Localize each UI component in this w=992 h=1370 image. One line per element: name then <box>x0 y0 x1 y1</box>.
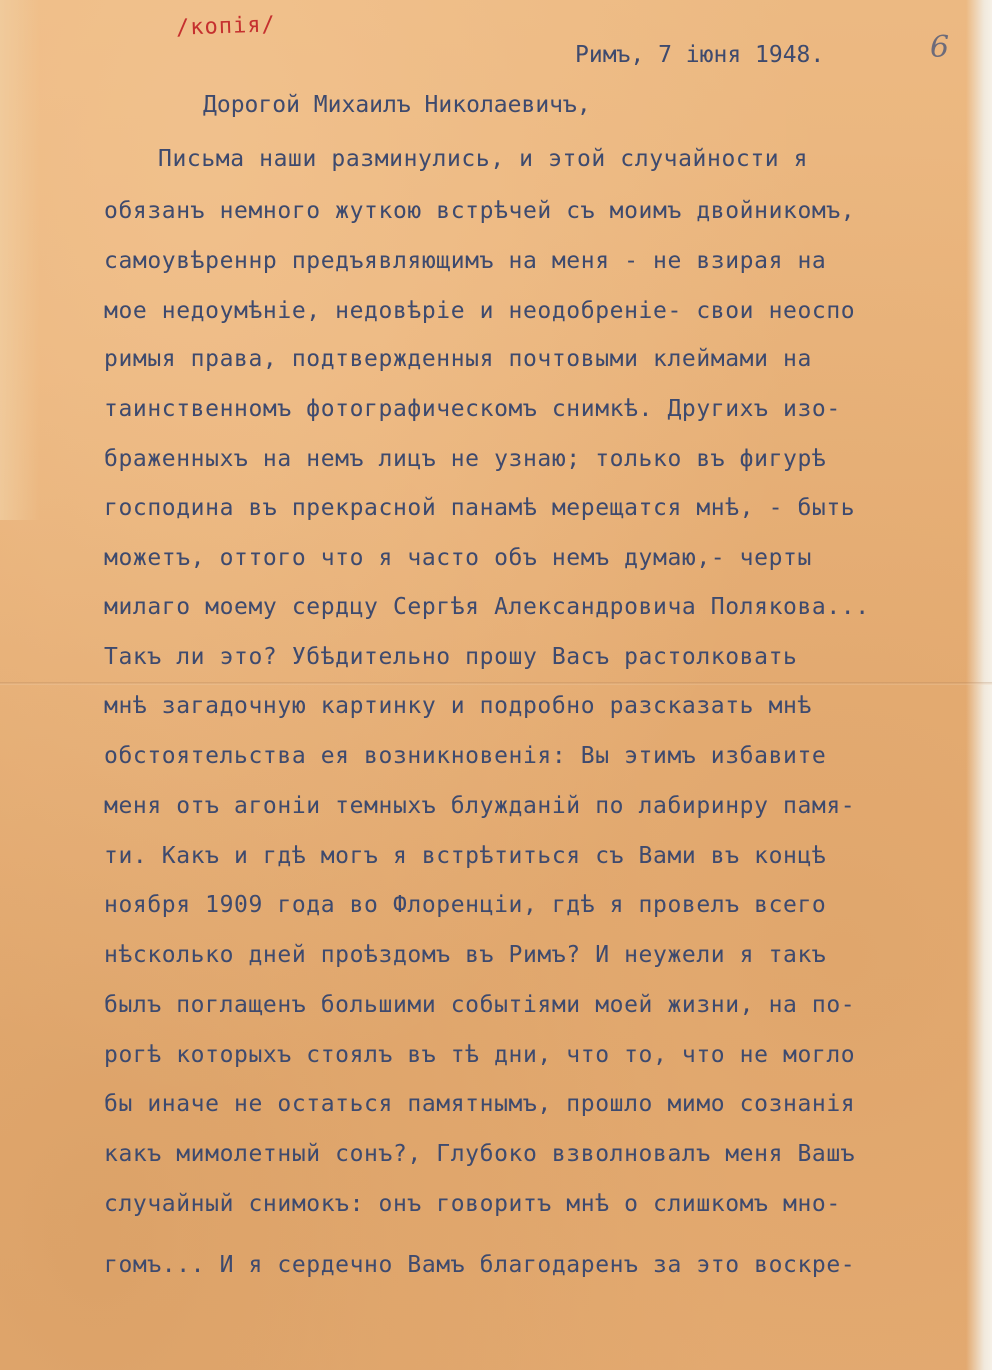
text-line: можетъ, оттого что я часто объ немъ думаю,- черты <box>104 545 812 571</box>
text-line: рогѣ которыхъ стоялъ въ тѣ дни, что то, что не могло <box>104 1042 856 1068</box>
paper-stain <box>0 0 40 520</box>
text-line: гомъ... И я сердечно Вамъ благодаренъ за это воскре- <box>104 1252 856 1278</box>
paper-torn-edge <box>966 0 992 1370</box>
text-line: мое недоумѣніе, недовѣріе и неодобреніе- свои неоспо <box>104 298 856 324</box>
text-line: господина въ прекрасной панамѣ мерещатся мнѣ, - быть <box>104 495 856 521</box>
text-line: браженныхъ на немъ лицъ не узнаю; только въ фигурѣ <box>104 446 827 472</box>
text-line: обязанъ немного жуткою встрѣчей съ моимъ двойникомъ, <box>104 198 856 224</box>
text-line: бы иначе не остаться памятнымъ, прошло мимо сознанія <box>104 1091 856 1117</box>
copy-stamp: /копія/ <box>175 12 277 41</box>
text-line: самоувѣреннр предъявляющимъ на меня - не взирая на <box>104 248 827 274</box>
date-line: Римъ, 7 іюня 1948. <box>575 42 825 68</box>
salutation: Дорогой Михаилъ Николаевичъ, <box>203 92 591 118</box>
text-line: Письма наши разминулись, и этой случайности я <box>158 146 809 172</box>
text-line: нѣсколько дней проѣздомъ въ Римъ? И неужели я такъ <box>104 942 827 968</box>
text-line: меня отъ агоніи темныхъ блужданій по лабиринру памя- <box>104 793 856 819</box>
text-line: ти. Какъ и гдѣ могъ я встрѣтиться съ Вами въ концѣ <box>104 843 827 869</box>
text-line: Такъ ли это? Убѣдительно прошу Васъ растолковать <box>104 644 798 670</box>
text-line: милаго моему сердцу Сергѣя Александровича Полякова... <box>104 594 870 620</box>
text-line: мнѣ загадочную картинку и подробно разсказать мнѣ <box>104 693 812 719</box>
text-line: таинственномъ фотографическомъ снимкѣ. Другихъ изо- <box>104 396 841 422</box>
text-line: обстоятельства ея возникновенія: Вы этимъ избавите <box>104 743 827 769</box>
paper-fold-line <box>0 682 992 685</box>
text-line: какъ мимолетный сонъ?, Глубоко взволновалъ меня Вашъ <box>104 1141 856 1167</box>
page-number: 6 <box>930 30 950 65</box>
text-line: былъ поглащенъ большими событіями моей жизни, на по- <box>104 992 856 1018</box>
text-line: случайный снимокъ: онъ говоритъ мнѣ о слишкомъ мно- <box>104 1191 841 1217</box>
text-line: римыя права, подтвержденныя почтовыми клеймами на <box>104 346 812 372</box>
text-line: ноября 1909 года во Флоренціи, гдѣ я провелъ всего <box>104 892 827 918</box>
